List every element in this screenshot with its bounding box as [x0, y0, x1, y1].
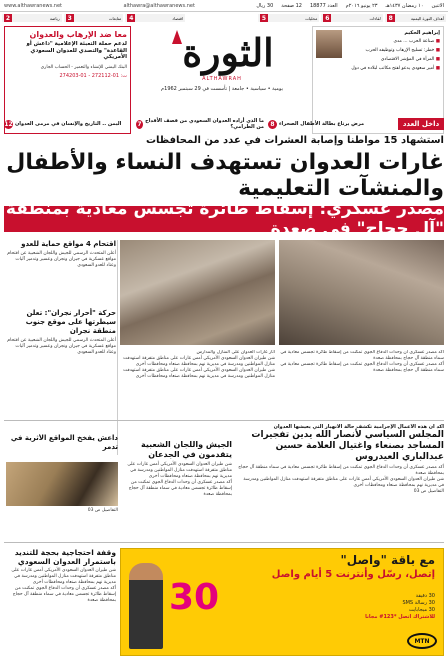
council-continue[interactable]: التفاصيل ص 03 [413, 489, 444, 494]
inside-label: داخل العدد [398, 118, 444, 130]
mtn-ad[interactable] [120, 548, 444, 656]
teaser-item[interactable]: اليمن .. التاريخ والإنسان في مرمى العدوان 12 [4, 120, 122, 128]
flame-icon [172, 30, 182, 44]
council-story[interactable] [238, 424, 444, 540]
photo-caption: آثار غارات العدوان على المنازل والمدارس [196, 350, 275, 355]
mtn-heading: مع باقة "واصل" [340, 553, 435, 567]
tagline: يومية • سياسية • جامعة | تأسست في 29 سبتمبر 1962م [161, 86, 283, 92]
center-article[interactable] [120, 350, 275, 418]
author-name: إبراهيم الحكيم [404, 30, 440, 36]
bundle-line: 30 ميجابايت [408, 607, 435, 613]
section-strip-right [258, 14, 446, 22]
red-banner-headline[interactable]: مصدر عسكري: إسقاط طائرة تجسس معادية بمنطقة "آل حجاج" في صعدة [5, 199, 444, 239]
price: 30 ريال [256, 2, 274, 9]
protest-body: شن طيران العدوان السعودي الأمريكي أمس غارات على مناطق متفرقة استهدفت منازل المواطنين ومدرسة في مديرية نهم بمحافظة صنعاء ومحافظات أخرى [11, 568, 116, 585]
strip-item[interactable]: محليات 5 [258, 14, 319, 22]
left-title: اقتحام 4 مواقع حماية للعدو [21, 240, 116, 248]
newspaper-logo: الثورة [137, 30, 307, 76]
hijri-date: ١٠ رمضان ١٤٣٧هـ [385, 2, 424, 9]
day: الاثنين [431, 2, 444, 9]
mtn-big-number: 30 [169, 577, 220, 618]
ad-phone: ت: 01-272112 - 01-274203 [59, 72, 127, 79]
opinion-line: ■ أمير سعودي يدعو لفتح مكاتب لبلاده في دول [351, 65, 440, 71]
protest-body-2: أكد مصدر عسكري أن وحدات الدفاع الجوي تمكنت من إسقاط طائرة تجسس معادية في سماء منطقة آل حجاج بمحافظة صعدة [12, 586, 116, 603]
section-strip-left [2, 14, 185, 22]
model-photo [129, 563, 163, 649]
opinion-line: ■ صناعة الحرب ... مدى [393, 39, 440, 44]
daesh-story[interactable] [6, 434, 118, 460]
page-count: 12 صفحة [281, 2, 302, 9]
army-body-2: أكد مصدر عسكري أن وحدات الدفاع الجوي تمكنت من إسقاط طائرة تجسس معادية في سماء منطقة آل حجاج بمحافظة صعدة [128, 480, 232, 497]
kicker: استشهاد 15 مواطنا وإصابة العشرات في عدد من المحافظات [145, 135, 444, 146]
teaser-item[interactable]: مرض يرتاع بطالة الأطفال الصحراء 8 [268, 118, 396, 130]
top-bar [0, 0, 448, 12]
bundle-line: 30 رسالة SMS [402, 600, 435, 606]
left-subtitle: حركة "أحرار نجران": تعلن سيطرتها على موقع جنوب منطقة نجران [25, 309, 116, 335]
website-link[interactable]: www.althawranews.net [4, 2, 63, 9]
email-link[interactable]: althawra@althawranews.net [123, 2, 195, 9]
rule [4, 420, 444, 421]
ad-bank: البنك اليمني للإنشاء والتعمير - الحساب الجاري [40, 64, 127, 70]
strip-item[interactable]: اقتصاد 4 [125, 14, 185, 22]
masthead [137, 30, 307, 110]
daesh-continue[interactable]: التفاصيل ص 03 [87, 508, 118, 513]
author-photo [316, 30, 342, 58]
damaged-school-photo [120, 240, 275, 345]
daesh-title: داعش يفخخ المواقع الأثرية في تدمر [10, 434, 118, 451]
divider [117, 240, 118, 455]
right-body: أكد مصدر عسكري أن وحدات الدفاع الجوي تمكنت من إسقاط طائرة تجسس معادية في سماء منطقة آل حجاج بمحافظة صعدة [280, 350, 444, 361]
council-body-2: شن طيران العدوان السعودي الأمريكي أمس غارات على مناطق متفرقة استهدفت منازل المواطنين ومدرسة في مديرية نهم بمحافظة صنعاء ومحافظات أخرى [243, 477, 444, 488]
army-body: شن طيران العدوان السعودي الأمريكي أمس غارات على مناطق متفرقة استهدفت منازل المواطنين ومدرسة في مديرية نهم بمحافظة صنعاء ومحافظات أخرى [127, 462, 232, 479]
protest-story[interactable] [6, 548, 116, 656]
fighters-photo [6, 462, 118, 506]
mtn-bundle-list [365, 593, 435, 621]
opinion-line: ■ المرأة في المؤشر الاقتصادي [380, 56, 440, 62]
strip-item[interactable]: لقاءات 6 [321, 14, 382, 22]
right-article[interactable] [279, 350, 444, 418]
right-body-2: أكد مصدر عسكري أن وحدات الدفاع الجوي تمكنت من إسقاط طائرة تجسس معادية في سماء منطقة آل حجاج بمحافظة صعدة [280, 362, 444, 373]
logo-latin: ALTHAWRAH [202, 76, 242, 82]
teaser-row [4, 118, 396, 130]
ad-heading: معا ضد الإرهاب والعدوان [29, 30, 127, 39]
issue-number: العدد 18877 [309, 2, 338, 9]
left-body: أعلن المتحدث الرسمي للجيش واللجان الشعبية عن اقتحام مواقع عسكرية في جيزان ونجران وعسير وتدمير آليات وعتاد للعدو السعودي [7, 251, 116, 268]
mtn-cta: للاشتراك اتصل *123# مجانا [365, 614, 435, 620]
strip-item[interactable]: رياضة 2 [2, 14, 62, 22]
strip-item[interactable]: أهداف الثورة اليمنية 8 [385, 14, 446, 22]
left-body-2: أعلن المتحدث الرسمي للجيش واللجان الشعبية عن اقتحام مواقع عسكرية في جيزان ونجران وعسير وتدمير آليات وعتاد للعدو السعودي [7, 338, 116, 355]
mtn-subheading: إتصل، رسّل وأنترنت 5 أيام واصل [271, 569, 435, 580]
main-headline[interactable]: غارات العدوان تستهدف النساء والأطفال والمنشآت التعليمية [6, 150, 444, 201]
gregorian-date: ٢٣ يونيو ٢٠١٦م [345, 2, 378, 9]
council-kicker: أكد أن هذه الأعمال الإجرامية تكشف حالة الانهيار التي يعيشها العدوان [273, 424, 444, 430]
council-title: المجلس السياسي لأنصار الله يدين تفجيرات المساجد بصنعاء واغتيال العلامة حسين عبدالباري العيدروس [251, 430, 444, 462]
damaged-house-photo [279, 240, 444, 345]
teaser-item[interactable]: ما الذي أراده العدوان السعودي من قصف الأقداح من الطرامي؟ 7 [137, 118, 264, 130]
mtn-logo: MTN [407, 633, 437, 649]
army-title: الجيش واللجان الشعبية يتقدمون في الجدعان [140, 440, 232, 459]
center-body: شن طيران العدوان السعودي الأمريكي أمس غارات على مناطق متفرقة استهدفت منازل المواطنين ومدرسة في مديرية نهم بمحافظة صنعاء ومحافظات أخرى [123, 356, 275, 367]
ad-subheading: لدعم حملة التعبئة الإعلامية "داعش أو القاعدة" والتصدي للعدوان السعودي الأمريكي [26, 41, 127, 61]
left-column[interactable] [6, 240, 116, 455]
council-body: أكد مصدر عسكري أن وحدات الدفاع الجوي تمكنت من إسقاط طائرة تجسس معادية في سماء منطقة آل حجاج بمحافظة صعدة [238, 465, 444, 476]
strip-item[interactable]: متابعات 3 [64, 14, 124, 22]
army-story[interactable] [122, 440, 232, 540]
center-body-2: شن طيران العدوان السعودي الأمريكي أمس غارات على مناطق متفرقة استهدفت منازل المواطنين ومدرسة في مديرية نهم بمحافظة صنعاء ومحافظات أخرى [123, 368, 275, 379]
bundle-line: 30 دقيقة [415, 593, 435, 599]
protest-title: وقفة احتجاجية بحجة للتنديد باستمرار العدوان السعودي [14, 548, 116, 566]
opinion-line: ■ خطر: تسليح الإرهاب وتوظيفه الحرب [365, 47, 440, 53]
rule [4, 542, 444, 543]
